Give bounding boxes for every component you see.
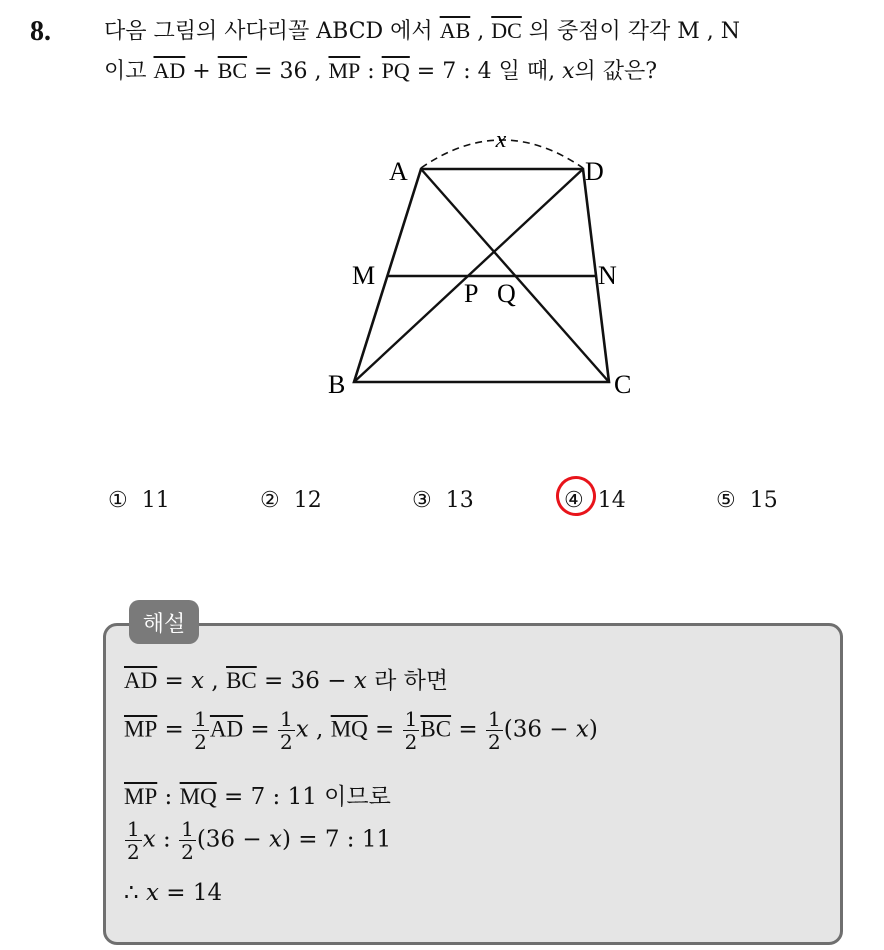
paren-close: ) (588, 716, 598, 743)
fraction-numerator: 1 (280, 707, 293, 731)
choice-marker: ② (260, 488, 280, 513)
choice-value: 14 (597, 488, 626, 513)
fraction-denominator: 2 (487, 730, 501, 754)
paren-expression: (36 − (196, 826, 269, 853)
variable-x: x (562, 59, 575, 84)
solution-text: 라 하면 (366, 668, 449, 694)
colon: : (360, 59, 382, 84)
fraction-numerator: 1 (487, 707, 501, 731)
answer-choices (0, 488, 884, 520)
variable-x: x (145, 880, 159, 906)
fraction-numerator: 1 (194, 707, 207, 731)
choice-value: 12 (293, 488, 322, 513)
paren-expression: (36 − (503, 716, 576, 743)
solution-text: 이므로 (316, 784, 391, 810)
label-m: M (352, 261, 376, 290)
label-b: B (328, 370, 346, 399)
equals: = (451, 716, 485, 743)
solution-line-2 (124, 708, 598, 753)
segment-dc: $\overline{DC}$ (491, 18, 522, 43)
question-start: 이고 (104, 59, 154, 84)
segment-mq: $\overline{MQ}$ (330, 716, 368, 742)
comma: , (470, 19, 492, 44)
choice-value: 15 (749, 488, 778, 513)
fraction-denominator: 2 (404, 730, 418, 754)
segment-mp: $\overline{MP}$ (124, 716, 158, 742)
choice-3[interactable] (412, 488, 474, 513)
comma: , (308, 716, 331, 743)
variable-x: x (295, 716, 309, 743)
segment-ad: $\overline{AD}$ (153, 58, 186, 83)
label-q: Q (497, 279, 516, 308)
fraction-numerator: 1 (127, 817, 140, 841)
comma: , (204, 668, 227, 694)
choice-1[interactable] (108, 488, 170, 513)
solution-line-1 (124, 662, 448, 695)
solution-line-4 (124, 818, 391, 863)
ratio-value: ) = 7 : 11 (281, 826, 392, 853)
question-tail: 의 중점이 각각 M , N (521, 19, 741, 44)
equals: = (157, 716, 192, 743)
fraction-half (125, 818, 142, 863)
label-n: N (598, 261, 617, 290)
segment-pq: $\overline{PQ}$ (381, 58, 410, 83)
fraction-numerator: 1 (181, 817, 194, 841)
label-c: C (614, 370, 632, 399)
choice-2[interactable] (260, 488, 322, 513)
label-d: D (585, 157, 604, 186)
segment-mp: $\overline{MP}$ (124, 784, 158, 809)
equals-36: = 36 , (247, 59, 329, 84)
colon: : (157, 784, 180, 810)
question-ask: 의 값은? (574, 59, 658, 84)
segment-bc: $\overline{BC}$ (217, 58, 248, 83)
segment-bc: $\overline{BC}$ (226, 668, 257, 693)
fraction-denominator: 2 (194, 730, 207, 754)
ratio-text: = 7 : 4 일 때, (409, 59, 563, 84)
variable-x: x (268, 826, 282, 853)
question-number: 8. (30, 16, 51, 47)
fraction-half (403, 708, 420, 753)
choice-marker: ① (108, 488, 128, 513)
equals: = (367, 716, 402, 743)
choice-marker: ③ (412, 488, 432, 513)
variable-x: x (191, 668, 205, 694)
segment-bc: $\overline{BC}$ (420, 716, 452, 742)
fraction-half (179, 818, 196, 863)
final-answer: = 14 (158, 880, 223, 906)
choice-5[interactable] (716, 488, 778, 513)
segment-mp: $\overline{MP}$ (328, 58, 361, 83)
segment-ad: $\overline{AD}$ (124, 668, 158, 693)
choice-marker: ④ (564, 488, 584, 513)
solution-line-5 (124, 880, 222, 906)
equals-36-minus: = 36 − (256, 668, 354, 694)
variable-x: x (575, 716, 589, 743)
label-a: A (389, 157, 408, 186)
variable-x: x (353, 668, 367, 694)
choice-value: 11 (141, 488, 170, 513)
fraction-denominator: 2 (127, 840, 140, 864)
trapezoid-figure (0, 0, 884, 420)
solution-line-3 (124, 778, 391, 811)
equals: = (157, 668, 192, 694)
segment-ab: $\overline{AB}$ (439, 18, 471, 43)
fraction-half (192, 708, 209, 753)
solution-tab-label: 해설 (129, 600, 199, 644)
segment-mq: $\overline{MQ}$ (179, 784, 217, 809)
label-x: x (495, 127, 507, 153)
label-p: P (464, 279, 479, 308)
segment-ad: $\overline{AD}$ (209, 716, 244, 742)
choice-marker: ⑤ (716, 488, 736, 513)
fraction-half (486, 708, 503, 753)
equals: = (243, 716, 278, 743)
fraction-denominator: 2 (181, 840, 194, 864)
fraction-numerator: 1 (404, 707, 418, 731)
choice-value: 13 (445, 488, 474, 513)
variable-x: x (142, 826, 156, 853)
question-intro: 다음 그림의 사다리꼴 ABCD 에서 (104, 19, 440, 44)
ratio-value: = 7 : 11 (216, 784, 317, 810)
plus-sign: + (185, 59, 218, 84)
therefore-symbol: ∴ (124, 880, 146, 906)
colon: : (155, 826, 179, 853)
fraction-denominator: 2 (280, 730, 293, 754)
fraction-half (278, 708, 295, 753)
